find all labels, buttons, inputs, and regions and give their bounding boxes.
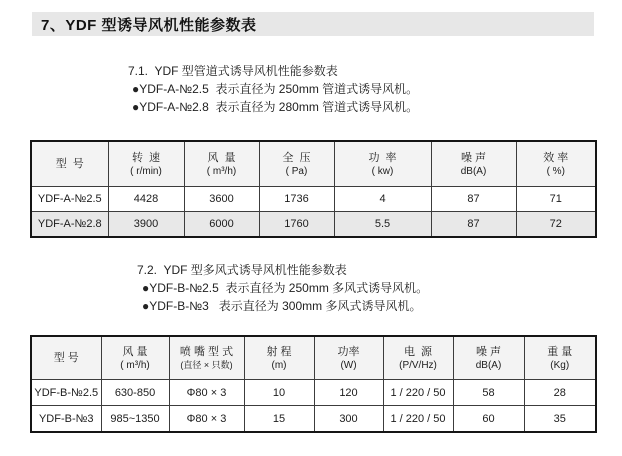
section-7-2-bullet-2: ●YDF-B-№3 表示直径为 300mm 多风式诱导风机。 xyxy=(142,299,422,313)
table-row xyxy=(31,380,596,406)
cell-model: YDF-B-№2.5 xyxy=(31,380,101,406)
cell-total-pressure: 1760 xyxy=(259,212,334,238)
header-total-pressure: 全 压 ( Pa) xyxy=(259,141,334,187)
page-title-bar xyxy=(32,12,594,36)
section-7-1-heading: 7.1. YDF 型管道式诱导风机性能参数表 xyxy=(128,64,338,78)
duct-fan-parameters-table xyxy=(30,140,597,238)
cell-airflow: 630-850 xyxy=(101,380,169,406)
header-model: 型 号 xyxy=(31,336,101,380)
table-row xyxy=(31,187,596,212)
header-noise: 噪 声 dB(A) xyxy=(431,141,516,187)
cell-power: 5.5 xyxy=(334,212,431,238)
header-throw-range: 射 程 (m) xyxy=(244,336,314,380)
cell-nozzle-type: Φ80 × 3 xyxy=(169,406,244,433)
table-header-row xyxy=(31,336,596,380)
header-nozzle-type: 喷 嘴 型 式 (直径 × 只数) xyxy=(169,336,244,380)
section-7-2-bullet-1: ●YDF-B-№2.5 表示直径为 250mm 多风式诱导风机。 xyxy=(142,281,429,295)
cell-airflow: 3600 xyxy=(184,187,259,212)
cell-throw-range: 15 xyxy=(244,406,314,433)
cell-power-supply: 1 / 220 / 50 xyxy=(383,406,453,433)
cell-power: 120 xyxy=(314,380,383,406)
header-weight: 重 量 (Kg) xyxy=(524,336,596,380)
table-row xyxy=(31,406,596,433)
page-title: 7、YDF 型诱导风机性能参数表 xyxy=(41,16,257,34)
header-efficiency: 效 率 ( %) xyxy=(516,141,596,187)
cell-airflow: 985~1350 xyxy=(101,406,169,433)
cell-nozzle-type: Φ80 × 3 xyxy=(169,380,244,406)
header-airflow: 风 量 ( m³/h) xyxy=(184,141,259,187)
cell-noise: 60 xyxy=(453,406,524,433)
cell-weight: 28 xyxy=(524,380,596,406)
cell-weight: 35 xyxy=(524,406,596,433)
cell-noise: 58 xyxy=(453,380,524,406)
cell-throw-range: 10 xyxy=(244,380,314,406)
cell-efficiency: 72 xyxy=(516,212,596,238)
header-power: 功率 (W) xyxy=(314,336,383,380)
cell-total-pressure: 1736 xyxy=(259,187,334,212)
header-airflow: 风 量 ( m³/h) xyxy=(101,336,169,380)
cell-model: YDF-A-№2.5 xyxy=(31,187,108,212)
cell-speed: 4428 xyxy=(108,187,184,212)
header-speed: 转 速 ( r/min) xyxy=(108,141,184,187)
cell-airflow: 6000 xyxy=(184,212,259,238)
cell-power: 4 xyxy=(334,187,431,212)
header-power: 功 率 ( kw) xyxy=(334,141,431,187)
cell-noise: 87 xyxy=(431,187,516,212)
cell-power-supply: 1 / 220 / 50 xyxy=(383,380,453,406)
header-model: 型 号 xyxy=(31,141,108,187)
header-noise: 噪 声 dB(A) xyxy=(453,336,524,380)
cell-speed: 3900 xyxy=(108,212,184,238)
header-power-supply: 电 源 (P/V/Hz) xyxy=(383,336,453,380)
cell-model: YDF-B-№3 xyxy=(31,406,101,433)
section-7-1-bullet-1: ●YDF-A-№2.5 表示直径为 250mm 管道式诱导风机。 xyxy=(132,82,419,96)
cell-efficiency: 71 xyxy=(516,187,596,212)
table-header-row xyxy=(31,141,596,187)
cell-model: YDF-A-№2.8 xyxy=(31,212,108,238)
table-row xyxy=(31,212,596,238)
section-7-2-heading: 7.2. YDF 型多风式诱导风机性能参数表 xyxy=(137,263,347,277)
cell-power: 300 xyxy=(314,406,383,433)
cell-noise: 87 xyxy=(431,212,516,238)
section-7-1-bullet-2: ●YDF-A-№2.8 表示直径为 280mm 管道式诱导风机。 xyxy=(132,100,419,114)
multiwind-fan-parameters-table xyxy=(30,335,597,433)
